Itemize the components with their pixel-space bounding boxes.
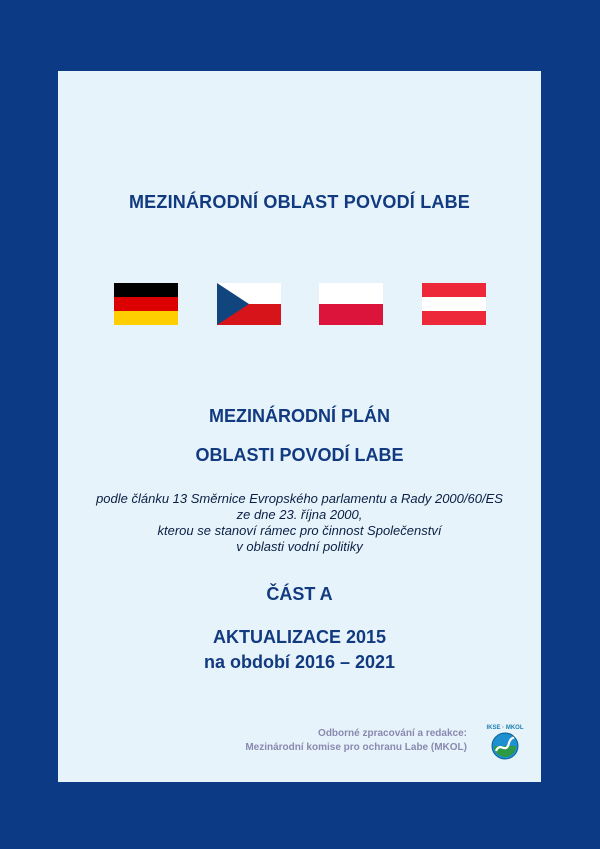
czech-flag <box>217 283 281 325</box>
subtitle-line2: ze dne 23. října 2000, <box>236 507 363 522</box>
subtitle-line4: v oblasti vodní politiky <box>236 539 363 554</box>
germany-flag <box>114 283 178 325</box>
update-period: na období 2016 – 2021 <box>203 652 396 672</box>
plan-title-line2: OBLASTI POVODÍ LABE <box>195 445 404 465</box>
flags-row <box>58 283 541 325</box>
subtitle-line3: kterou se stanoví rámec pro činnost Společenství <box>157 523 442 538</box>
credit-line1: Odborné zpracování a redakce: <box>318 728 467 739</box>
poland-flag <box>319 283 383 325</box>
plan-title-line1: MEZINÁRODNÍ PLÁN <box>209 406 390 426</box>
cover-panel <box>58 71 541 782</box>
editorial-credit <box>245 727 467 755</box>
credit-line2: Mezinárodní komise pro ochranu Labe (MKOL) <box>245 742 467 753</box>
subtitle-line1: podle článku 13 Směrnice Evropského parlamentu a Rady 2000/60/ES <box>96 491 503 506</box>
update-title: AKTUALIZACE 2015 <box>212 627 387 647</box>
mkol-logo-icon <box>482 721 528 761</box>
region-title: MEZINÁRODNÍ OBLAST POVODÍ LABE <box>128 192 470 212</box>
part-label: ČÁST A <box>266 584 333 604</box>
logo-text: IKSE · MKOL <box>486 725 524 731</box>
austria-flag <box>422 283 486 325</box>
legal-basis-text <box>58 491 541 555</box>
